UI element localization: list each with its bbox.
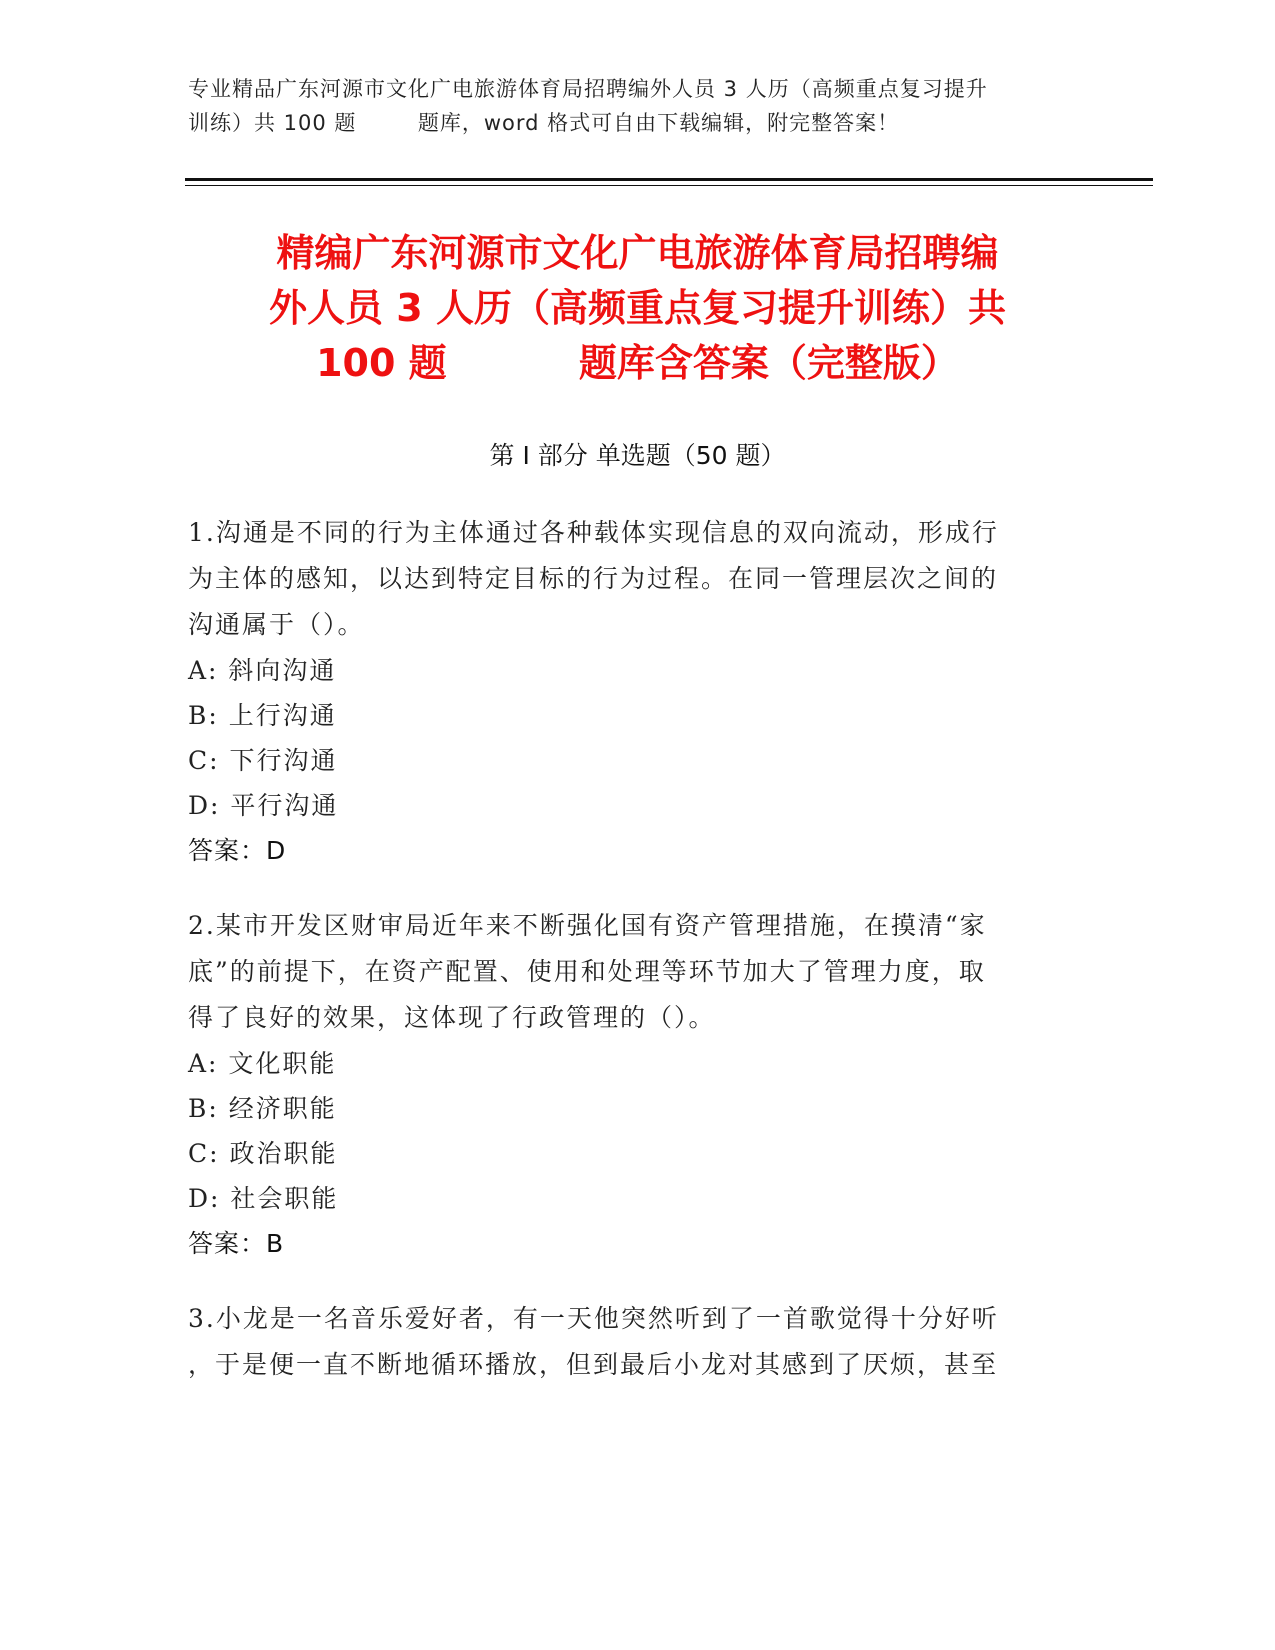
title-line: 外人员 3 人历（高频重点复习提升训练）共 <box>269 286 1006 330</box>
option-a: A: 文化职能 <box>188 1049 337 1078</box>
question-1 <box>188 510 1068 873</box>
question-text-line: 3.小龙是一名音乐爱好者，有一天他突然听到了一首歌觉得十分好听 <box>188 1304 999 1333</box>
header-divider <box>185 178 1153 181</box>
option-d: D: 社会职能 <box>188 1184 339 1213</box>
question-text-line: 为主体的感知，以达到特定目标的行为过程。在同一管理层次之间的 <box>188 564 999 593</box>
answer: 答案：D <box>188 836 287 865</box>
question-text-line: ，于是便一直不断地循环播放，但到最后小龙对其感到了厌烦，甚至 <box>188 1350 999 1379</box>
header-divider-thin <box>185 185 1153 186</box>
question-text-line: 1.沟通是不同的行为主体通过各种载体实现信息的双向流动，形成行 <box>188 518 999 547</box>
question-2 <box>188 903 1068 1266</box>
option-b: B: 经济职能 <box>188 1094 337 1123</box>
question-text-line: 沟通属于（）。 <box>188 610 365 639</box>
header-line: 训练）共 100 题 题库，word 格式可自由下载编辑，附完整答案！ <box>188 111 900 135</box>
section-heading: 第 I 部分 单选题（50 题） <box>489 441 786 470</box>
option-d: D: 平行沟通 <box>188 791 339 820</box>
document-title <box>150 226 1125 391</box>
option-c: C: 下行沟通 <box>188 746 338 775</box>
option-c: C: 政治职能 <box>188 1139 338 1168</box>
answer: 答案：B <box>188 1229 285 1258</box>
title-line: 100 题 题库含答案（完整版） <box>316 341 959 385</box>
page-header <box>188 72 1088 140</box>
question-3 <box>188 1296 1068 1388</box>
title-line: 精编广东河源市文化广电旅游体育局招聘编 <box>276 231 999 275</box>
question-text-line: 得了良好的效果，这体现了行政管理的（）。 <box>188 1003 716 1032</box>
question-text-line: 2.某市开发区财审局近年来不断强化国有资产管理措施，在摸清“家 <box>188 911 987 940</box>
option-b: B: 上行沟通 <box>188 701 337 730</box>
option-a: A: 斜向沟通 <box>188 656 337 685</box>
question-text-line: 底”的前提下，在资产配置、使用和处理等环节加大了管理力度，取 <box>188 957 986 986</box>
header-line: 专业精品广东河源市文化广电旅游体育局招聘编外人员 3 人历（高频重点复习提升 <box>188 77 988 101</box>
